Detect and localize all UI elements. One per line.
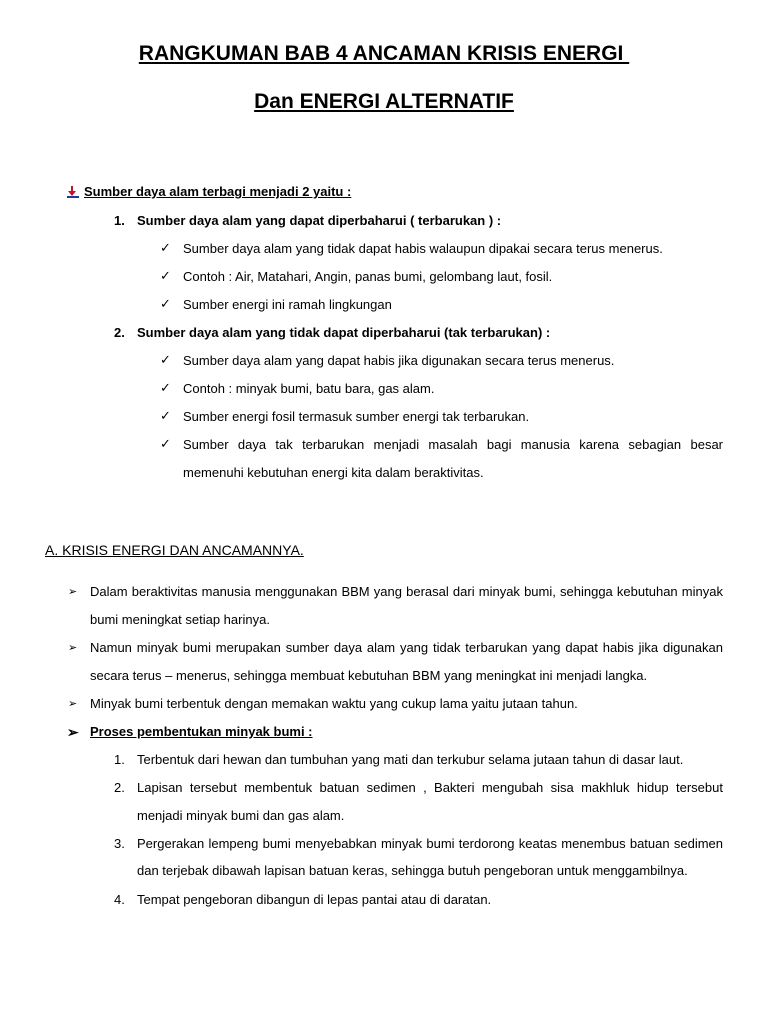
checkmark-icon: ✓: [160, 436, 171, 451]
process-step: Lapisan tersebut membentuk batuan sedimen , Bakteri mengubah sisa makhluk hidup tersebut: [137, 780, 723, 795]
checkmark-icon: ✓: [160, 296, 171, 311]
checkmark-icon: ✓: [160, 268, 171, 283]
step-number: 1.: [114, 752, 125, 767]
group-heading: Sumber daya alam yang dapat diperbaharui ( terbarukan ) :: [137, 213, 502, 228]
list-item: Contoh : Air, Matahari, Angin, panas bumi, gelombang laut, fosil.: [183, 269, 553, 284]
arrow-down-bullet-icon: [67, 186, 79, 198]
arrowhead-bullet-icon: ➢: [68, 642, 78, 654]
arrowhead-bullet-icon: ➢: [68, 586, 78, 598]
arrowhead-bullet-icon: ➢: [67, 724, 79, 740]
list-item: Sumber daya alam yang tidak dapat habis walaupun dipakai secara terus menerus.: [183, 241, 663, 256]
group-number: 1.: [114, 213, 125, 228]
checkmark-icon: ✓: [160, 408, 171, 423]
process-step: Tempat pengeboran dibangun di lepas pantai atau di daratan.: [137, 892, 492, 907]
step-number: 2.: [114, 780, 125, 795]
step-number: 4.: [114, 892, 125, 907]
list-item-continuation: secara terus – menerus, sehingga membuat kebutuhan BBM yang meningkat ini menjadi langka.: [90, 668, 648, 683]
list-item: Sumber energi ini ramah lingkungan: [183, 297, 392, 312]
process-step: Terbentuk dari hewan dan tumbuhan yang mati dan terkubur selama jutaan tahun di dasar laut.: [137, 752, 684, 767]
list-item: Sumber daya tak terbarukan menjadi masalah bagi manusia karena sebagian besar: [183, 437, 723, 452]
section-heading: A. KRISIS ENERGI DAN ANCAMANNYA.: [45, 542, 304, 558]
process-heading: Proses pembentukan minyak bumi :: [90, 724, 313, 739]
checkmark-icon: ✓: [160, 352, 171, 367]
checkmark-icon: ✓: [160, 240, 171, 255]
step-number: 3.: [114, 836, 125, 851]
arrowhead-bullet-icon: ➢: [68, 698, 78, 710]
process-step-continuation: dan terjebak dibawah lapisan batuan keras, sehingga butuh pengeboran untuk menggambilnya.: [137, 863, 688, 878]
group-heading: Sumber daya alam yang tidak dapat diperbaharui (tak terbarukan) :: [137, 325, 551, 340]
document-title-line1: RANGKUMAN BAB 4 ANCAMAN KRISIS ENERGI: [138, 42, 630, 65]
list-item: Dalam beraktivitas manusia menggunakan BBM yang berasal dari minyak bumi, sehingga kebutuhan minyak: [90, 584, 723, 599]
process-step: Pergerakan lempeng bumi menyebabkan minyak bumi terdorong keatas menembus batuan sedimen: [137, 836, 723, 851]
process-step-continuation: menjadi minyak bumi dan gas alam.: [137, 808, 345, 823]
intro-heading: Sumber daya alam terbagi menjadi 2 yaitu :: [84, 184, 352, 199]
list-item: Contoh : minyak bumi, batu bara, gas alam.: [183, 381, 435, 396]
list-item: Sumber daya alam yang dapat habis jika digunakan secara terus menerus.: [183, 353, 615, 368]
list-item: Namun minyak bumi merupakan sumber daya alam yang tidak terbarukan yang dapat habis jika digunakan: [90, 640, 723, 655]
group-number: 2.: [114, 325, 125, 340]
list-item-continuation: bumi meningkat setiap harinya.: [90, 612, 270, 627]
list-item-continuation: memenuhi kebutuhan energi kita dalam beraktivitas.: [183, 465, 484, 480]
list-item: Minyak bumi terbentuk dengan memakan waktu yang cukup lama yaitu jutaan tahun.: [90, 696, 578, 711]
document-title-line2: Dan ENERGI ALTERNATIF: [254, 90, 514, 113]
checkmark-icon: ✓: [160, 380, 171, 395]
list-item: Sumber energi fosil termasuk sumber energi tak terbarukan.: [183, 409, 530, 424]
